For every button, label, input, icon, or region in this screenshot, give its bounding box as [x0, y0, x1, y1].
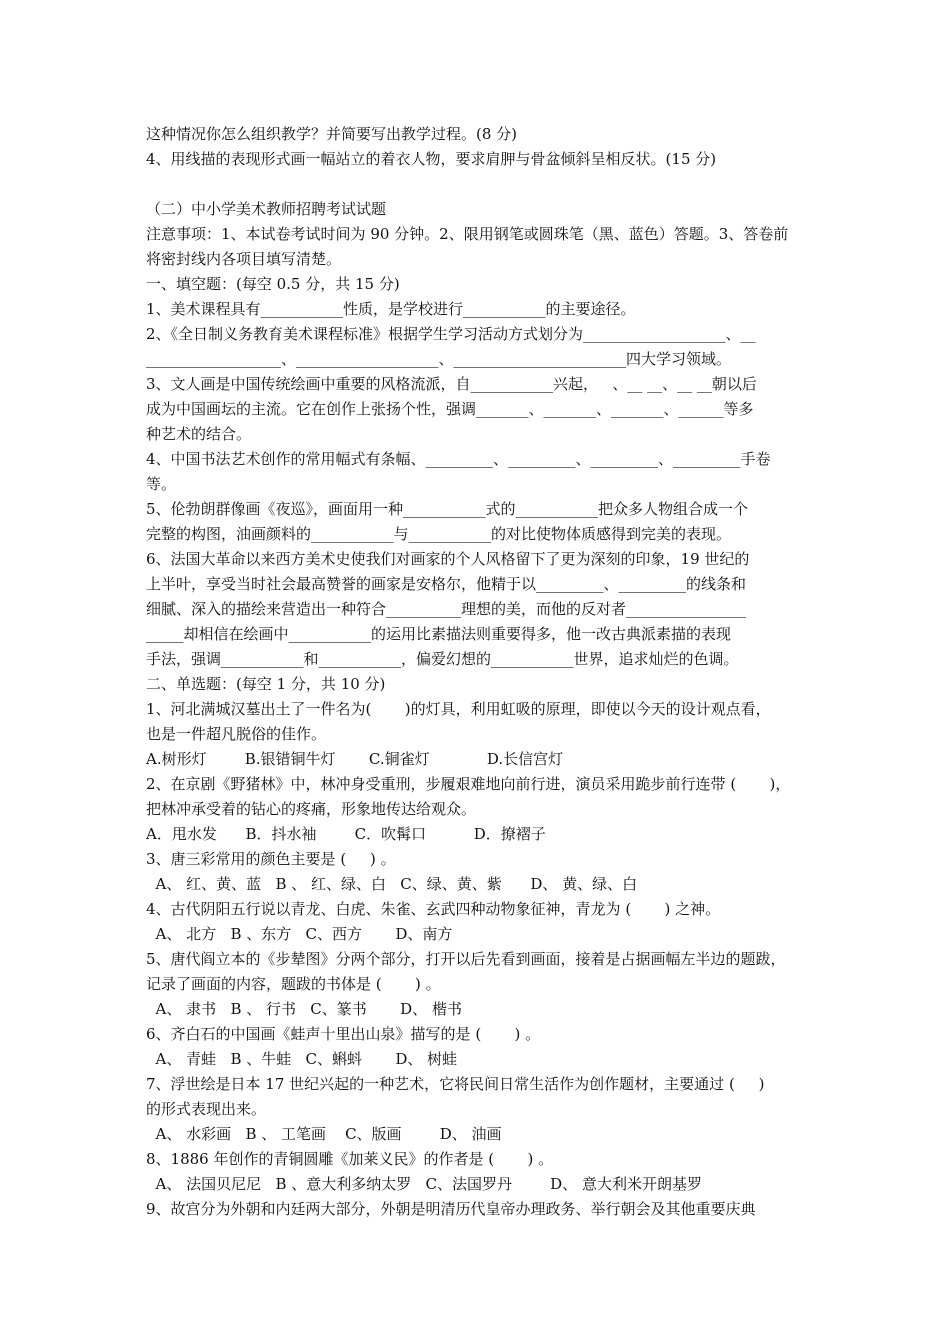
question-line: 7、浮世绘是日本 17 世纪兴起的一种艺术，它将民间日常生活作为创作题材，主要通过 ( )	[146, 1075, 765, 1093]
question-line: A、 隶书 B 、 行书 C、篆书 D、 楷书	[146, 1000, 462, 1018]
question-line: 1、美术课程具有___________性质，是学校进行___________的主要途径。	[146, 300, 636, 318]
question-line: A、 北方 B 、东方 C、西方 D、南方	[146, 925, 453, 943]
notice-line: 将密封线内各项目填写清楚。	[146, 250, 342, 268]
question-line: 成为中国画坛的主流。它在创作上张扬个性，强调_______、_______、_______、______等多	[146, 400, 754, 418]
question-line: 细腻、深入的描绘来营造出一种符合__________理想的美，而他的反对者________________	[146, 600, 747, 618]
question-line: 记录了画面的内容，题跋的书体是 ( ) 。	[146, 975, 441, 993]
fill-questions	[146, 297, 814, 672]
document-page	[146, 122, 814, 1222]
question-line: 5、伦勃朗群像画《夜巡》，画面用一种___________式的___________把众多人物组合成一个	[146, 500, 749, 518]
question-line: __________________、___________________、_______________________四大学习领域。	[146, 350, 732, 368]
question-line: 2、在京剧《野猪林》中，林冲身受重刑，步履艰难地向前行进，演员采用跪步前行连带 ( )，	[146, 775, 791, 793]
question-line: 把林冲承受着的钻心的疼痛，形象地传达给观众。	[146, 800, 477, 818]
question-line: 3、文人画是中国传统绘画中重要的风格流派，自___________兴起， 、__ __、__ __朝以后	[146, 375, 757, 393]
question-line: 手法，强调___________和___________，偏爱幻想的___________世界，追求灿烂的色调。	[146, 650, 739, 668]
question-line: 4、中国书法艺术创作的常用幅式有条幅、_________、_________、_________、_________手卷	[146, 450, 771, 468]
question-line: 9、故宫分为外朝和内廷两大部分，外朝是明清历代皇帝办理政务、举行朝会及其他重要庆典	[146, 1200, 756, 1218]
question-line: _____却相信在绘画中___________的运用比素描法则重要得多，他一改古典派素描的表现	[146, 625, 732, 643]
choice-heading: 二、单选题：(每空 1 分，共 10 分)	[146, 675, 386, 693]
question-line: A、 法国贝尼尼 B 、意大利多纳太罗 C、法国罗丹 D、 意大利米开朗基罗	[146, 1175, 702, 1193]
question-line: 上半叶，享受当时社会最高赞誉的画家是安格尔，他精于以_________、_________的线条和	[146, 575, 747, 593]
question-line: 也是一件超凡脱俗的佳作。	[146, 725, 327, 743]
question-line: 6、齐白石的中国画《蛙声十里出山泉》描写的是 ( ) 。	[146, 1025, 541, 1043]
question-line: A、 青蛙 B 、牛蛙 C、蝌蚪 D、 树蛙	[146, 1050, 458, 1068]
question-line: 1、河北满城汉墓出土了一件名为( )的灯具，利用虹吸的原理，即使以今天的设计观点看，	[146, 700, 771, 718]
question-line: 种艺术的结合。	[146, 425, 252, 443]
notice-line: 注意事项：1、本试卷考试时间为 90 分钟。2、限用钢笔或圆珠笔（黑、蓝色）答题。3、答卷前	[146, 225, 789, 243]
prev-question-continuation: 这种情况你怎么组织教学？并简要写出教学过程。(8 分)	[146, 125, 518, 143]
fill-heading: 一、填空题：(每空 0.5 分，共 15 分)	[146, 275, 400, 293]
question-line: 的形式表现出来。	[146, 1100, 267, 1118]
question-line: 等。	[146, 475, 177, 493]
section-title: （二）中小学美术教师招聘考试试题	[146, 200, 387, 218]
question-line: A、 水彩画 B 、 工笔画 C、版画 D、 油画	[146, 1125, 502, 1143]
prev-question-4: 4、用线描的表现形式画一幅站立的着衣人物，要求肩胛与骨盆倾斜呈相反状。(15 分)	[146, 150, 717, 168]
question-line: 4、古代阴阳五行说以青龙、白虎、朱雀、玄武四种动物象征神，青龙为 ( ) 之神。	[146, 900, 721, 918]
question-line: A、 红、黄、蓝 B 、 红、绿、白 C、绿、黄、紫 D、 黄、绿、白	[146, 875, 638, 893]
choice-questions	[146, 697, 814, 1222]
question-line: 5、唐代阎立本的《步辇图》分两个部分，打开以后先看到画面，接着是占据画幅左半边的题跋，	[146, 950, 786, 968]
question-line: 6、法国大革命以来西方美术史使我们对画家的个人风格留下了更为深刻的印象，19 世纪的	[146, 550, 750, 568]
section-spacer	[146, 172, 814, 197]
question-line: 3、唐三彩常用的颜色主要是 ( ) 。	[146, 850, 396, 868]
question-line: 8、1886 年创作的青铜圆雕《加莱义民》的作者是 ( ) 。	[146, 1150, 554, 1168]
question-line: 完整的构图，油画颜料的___________与___________的对比使物体质感得到完美的表现。	[146, 525, 732, 543]
question-line: 2、《全日制义务教育美术课程标准》根据学生学习活动方式划分为___________________、__	[146, 325, 756, 343]
question-line: A．甩水发 B．抖水袖 C．吹髯口 D．撩褶子	[146, 825, 546, 843]
question-line: A.树形灯 B.银错铜牛灯 C.铜雀灯 D.长信宫灯	[146, 750, 564, 768]
